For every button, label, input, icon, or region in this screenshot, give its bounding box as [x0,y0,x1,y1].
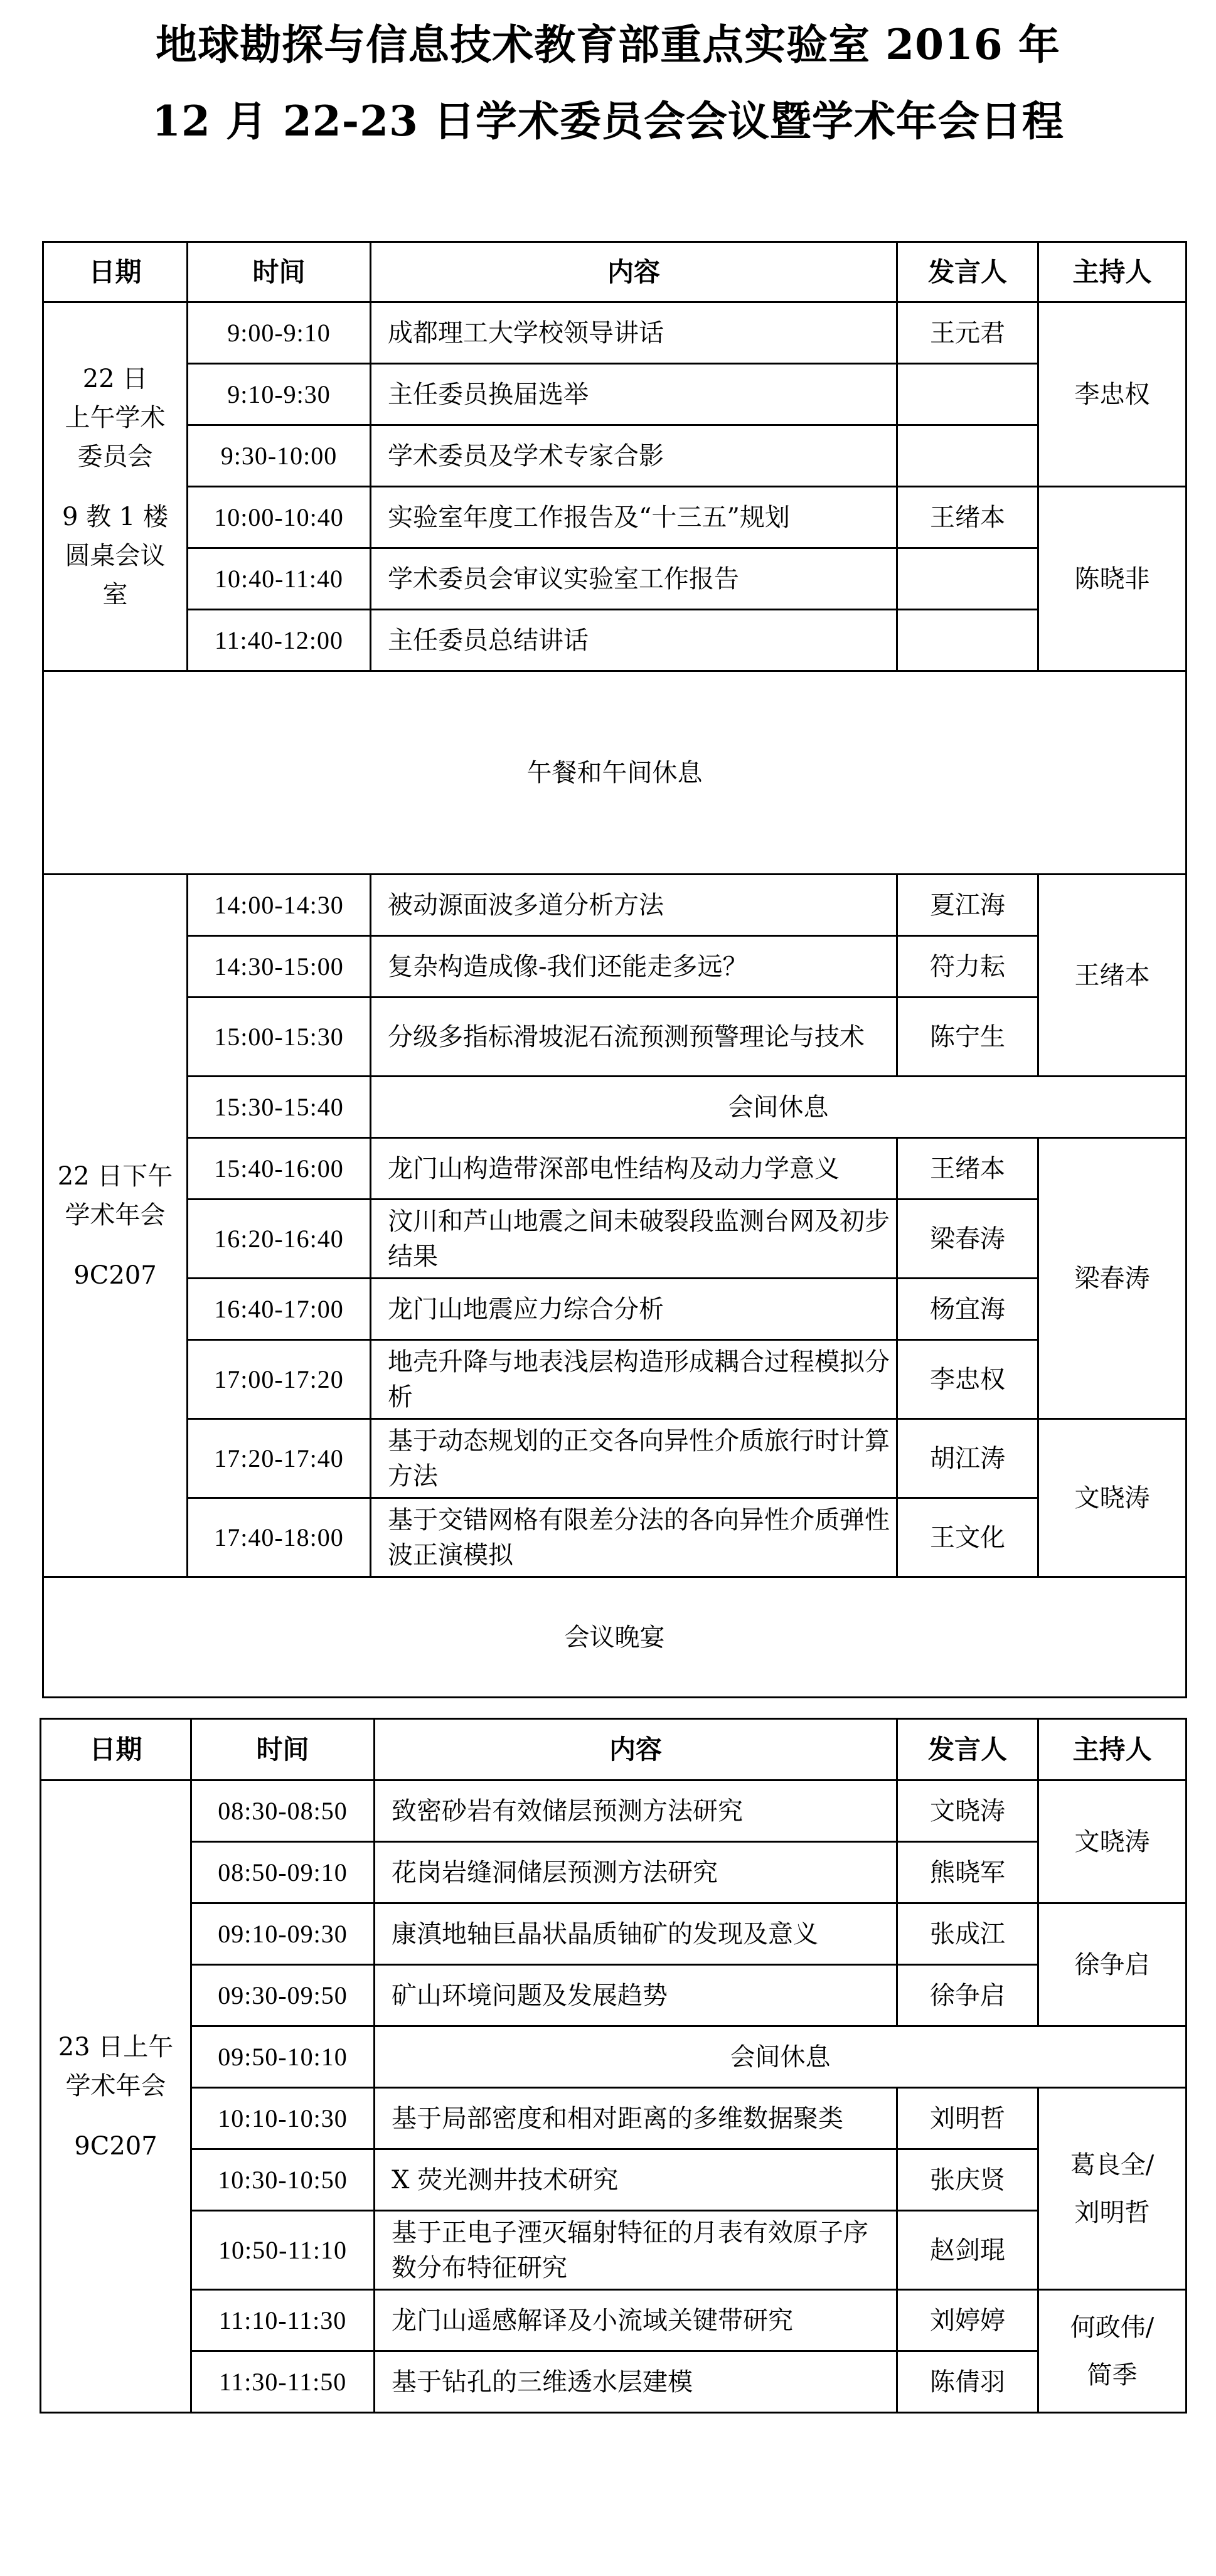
header-content: 内容 [375,1719,897,1780]
time-cell: 10:30-10:50 [191,2149,375,2211]
time-cell: 16:40-17:00 [188,1279,371,1340]
date-cell-22-am [43,302,188,671]
content-cell: 花岗岩缝洞储层预测方法研究 [375,1842,897,1903]
speaker-cell [897,610,1038,671]
table-row [43,875,1187,936]
host-cell [1038,2088,1187,2290]
header-content: 内容 [371,242,897,302]
table-row [43,936,1187,998]
host-cell: 陈晓非 [1038,487,1187,671]
time-cell: 9:10-9:30 [188,364,371,425]
table-row [43,1200,1187,1279]
content-cell: 矿山环境问题及发展趋势 [375,1965,897,2026]
time-cell: 14:30-15:00 [188,936,371,998]
content-cell: 基于钻孔的三维透水层建模 [375,2351,897,2413]
dinner-cell: 会议晚宴 [43,1577,1187,1698]
time-cell: 10:00-10:40 [188,487,371,548]
header-speaker: 发言人 [897,242,1038,302]
speaker-cell: 陈宁生 [897,998,1038,1077]
speaker-cell: 夏江海 [897,875,1038,936]
content-cell: 分级多指标滑坡泥石流预测预警理论与技术 [371,998,897,1077]
date-line: 圆桌会议 [65,541,166,570]
content-cell: 成都理工大学校领导讲话 [371,302,897,364]
content-cell: 汶川和芦山地震之间未破裂段监测台网及初步结果 [371,1200,897,1279]
speaker-cell: 王元君 [897,302,1038,364]
header-date: 日期 [43,242,188,302]
date-line: 9C207 [74,2131,157,2161]
content-cell: 基于交错网格有限差分法的各向异性介质弹性波正演模拟 [371,1498,897,1577]
host-cell: 文晓涛 [1038,1419,1187,1577]
speaker-cell: 李忠权 [897,1340,1038,1419]
content-cell: 龙门山构造带深部电性结构及动力学意义 [371,1138,897,1200]
time-cell: 11:40-12:00 [188,610,371,671]
speaker-cell: 徐争启 [897,1965,1038,2026]
date-cell-22-pm [43,875,188,1577]
content-cell: 康滇地轴巨晶状晶质铀矿的发现及意义 [375,1903,897,1965]
time-cell: 17:40-18:00 [188,1498,371,1577]
host-cell: 李忠权 [1038,302,1187,487]
time-cell: 17:20-17:40 [188,1419,371,1498]
table-row [43,1138,1187,1200]
speaker-cell [897,425,1038,487]
table-header-row [43,242,1187,302]
table-row [41,1842,1187,1903]
page-title-line-1: 地球勘探与信息技术教育部重点实验室 2016 年 [156,20,1060,69]
content-cell: 主任委员总结讲话 [371,610,897,671]
speaker-cell [897,364,1038,425]
table-row [41,2290,1187,2351]
header-time: 时间 [188,242,371,302]
table-row [43,610,1187,671]
time-cell: 11:30-11:50 [191,2351,375,2413]
table-row [43,1419,1187,1498]
date-line: 22 日 [82,364,148,393]
host-cell: 王绪本 [1038,875,1187,1077]
time-cell: 10:50-11:10 [191,2211,375,2290]
time-cell: 14:00-14:30 [188,875,371,936]
content-cell: 主任委员换届选举 [371,364,897,425]
table-row [43,425,1187,487]
table-row [41,2088,1187,2149]
table-row-break [43,1077,1187,1138]
content-cell: 龙门山遥感解译及小流域关键带研究 [375,2290,897,2351]
time-cell: 15:30-15:40 [188,1077,371,1138]
break-cell: 会间休息 [375,2026,1187,2088]
table-row-lunch [43,671,1187,875]
speaker-cell: 王绪本 [897,487,1038,548]
date-line: 学术年会 [65,1200,166,1230]
host-cell: 徐争启 [1038,1903,1187,2026]
date-line: 上午学术 [65,403,166,432]
host-line: 刘明哲 [1074,2198,1150,2227]
table-row [43,364,1187,425]
date-line: 室 [102,580,128,609]
schedule-table-day23 [40,1718,1187,2414]
speaker-cell: 陈倩羽 [897,2351,1038,2413]
table-row [43,1498,1187,1577]
table-row [41,1903,1187,1965]
time-cell: 9:00-9:10 [188,302,371,364]
content-cell: 学术委员及学术专家合影 [371,425,897,487]
host-cell: 文晓涛 [1038,1780,1187,1903]
speaker-cell: 赵剑琨 [897,2211,1038,2290]
table-row-break [41,2026,1187,2088]
speaker-cell: 梁春涛 [897,1200,1038,1279]
content-cell: 复杂构造成像-我们还能走多远？ [371,936,897,998]
date-cell-23-am [41,1780,191,2413]
break-cell: 会间休息 [371,1077,1187,1138]
speaker-cell: 胡江涛 [897,1419,1038,1498]
lunch-break-cell: 午餐和午间休息 [43,671,1187,875]
content-cell: 龙门山地震应力综合分析 [371,1279,897,1340]
host-line: 何政伟/ [1070,2313,1155,2342]
speaker-cell: 王文化 [897,1498,1038,1577]
speaker-cell: 熊晓军 [897,1842,1038,1903]
time-cell: 16:20-16:40 [188,1200,371,1279]
time-cell: 08:30-08:50 [191,1780,375,1842]
table-row [41,1965,1187,2026]
table-row [43,1279,1187,1340]
header-speaker: 发言人 [897,1719,1038,1780]
time-cell: 10:40-11:40 [188,548,371,610]
content-cell: 致密砂岩有效储层预测方法研究 [375,1780,897,1842]
content-cell: X 荧光测井技术研究 [375,2149,897,2211]
page-title-line-2: 12 月 22-23 日学术委员会会议暨学术年会日程 [152,97,1064,146]
header-time: 时间 [191,1719,375,1780]
content-cell: 被动源面波多道分析方法 [371,875,897,936]
time-cell: 9:30-10:00 [188,425,371,487]
header-host: 主持人 [1038,242,1187,302]
table-row [43,302,1187,364]
speaker-cell: 王绪本 [897,1138,1038,1200]
content-cell: 地壳升降与地表浅层构造形成耦合过程模拟分析 [371,1340,897,1419]
time-cell: 09:50-10:10 [191,2026,375,2088]
speaker-cell: 刘婷婷 [897,2290,1038,2351]
time-cell: 09:10-09:30 [191,1903,375,1965]
date-line: 学术年会 [65,2071,166,2100]
host-line: 葛良全/ [1070,2150,1155,2179]
date-line: 23 日上午 [58,2032,174,2062]
speaker-cell: 杨宜海 [897,1279,1038,1340]
host-cell: 梁春涛 [1038,1138,1187,1419]
date-line: 9 教 1 楼 [61,502,169,531]
table-row [43,548,1187,610]
content-cell: 基于动态规划的正交各向异性介质旅行时计算方法 [371,1419,897,1498]
table-row [43,1340,1187,1419]
header-date: 日期 [41,1719,191,1780]
speaker-cell: 张成江 [897,1903,1038,1965]
table-header-row [41,1719,1187,1780]
time-cell: 15:40-16:00 [188,1138,371,1200]
table-row [43,487,1187,548]
date-line: 委员会 [77,442,153,471]
content-cell: 基于局部密度和相对距离的多维数据聚类 [375,2088,897,2149]
table-row [41,2211,1187,2290]
date-line: 22 日下午 [57,1161,173,1191]
speaker-cell: 符力耘 [897,936,1038,998]
time-cell: 09:30-09:50 [191,1965,375,2026]
table-row [43,998,1187,1077]
time-cell: 15:00-15:30 [188,998,371,1077]
speaker-cell [897,548,1038,610]
host-cell [1038,2290,1187,2413]
speaker-cell: 文晓涛 [897,1780,1038,1842]
content-cell: 基于正电子湮灭辐射特征的月表有效原子序数分布特征研究 [375,2211,897,2290]
time-cell: 08:50-09:10 [191,1842,375,1903]
header-host: 主持人 [1038,1719,1187,1780]
table-row [41,2351,1187,2413]
content-cell: 学术委员会审议实验室工作报告 [371,548,897,610]
table-row [41,1780,1187,1842]
time-cell: 17:00-17:20 [188,1340,371,1419]
speaker-cell: 张庆贤 [897,2149,1038,2211]
content-cell: 实验室年度工作报告及“十三五”规划 [371,487,897,548]
table-row-dinner [43,1577,1187,1698]
date-line: 9C207 [73,1260,157,1290]
table-row [41,2149,1187,2211]
host-line: 简季 [1087,2360,1138,2390]
time-cell: 11:10-11:30 [191,2290,375,2351]
time-cell: 10:10-10:30 [191,2088,375,2149]
schedule-table-day22 [42,241,1187,1698]
speaker-cell: 刘明哲 [897,2088,1038,2149]
